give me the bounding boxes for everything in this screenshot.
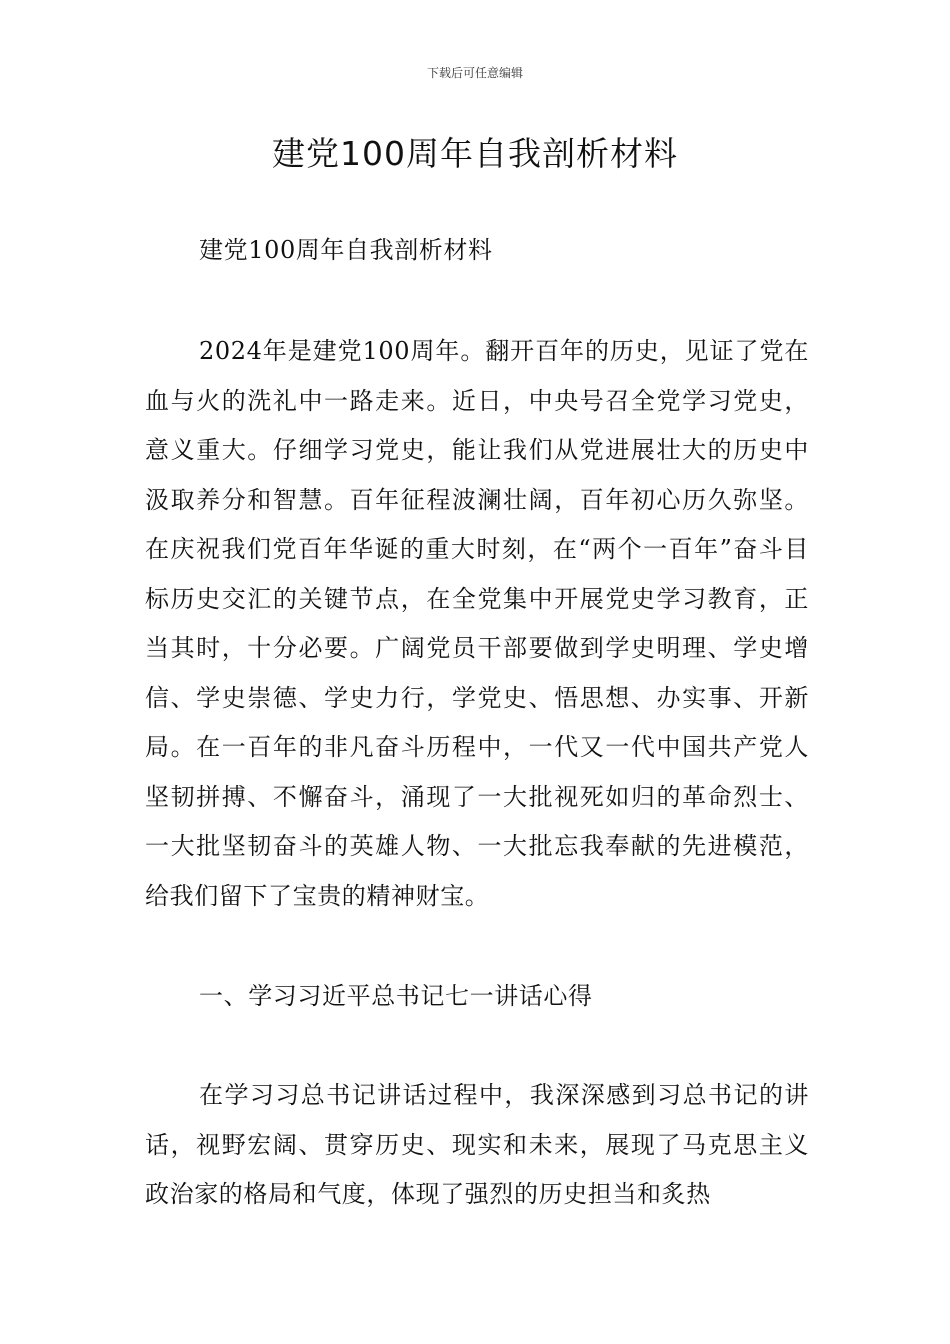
section-heading: 一、学习习近平总书记七一讲话心得 (199, 982, 593, 1010)
document-title: 建党100周年自我剖析材料 (272, 134, 678, 173)
section-paragraph: 在学习习总书记讲话过程中，我深深感到习总书记的讲话，视野宏阔、贯穿历史、现实和未来，展现了马克思主义政治家的格局和气度，体现了强烈的历史担当和炙热 (145, 1081, 809, 1208)
intro-paragraph: 2024年是建党100周年。翻开百年的历史，见证了党在血与火的洗礼中一路走来。近日，中央号召全党学习党史，意义重大。仔细学习党史，能让我们从党进展壮大的历史中汲取养分和智慧。百年征程波澜壮阔，百年初心历久弥坚。在庆祝我们党百年华诞的重大时刻，在“两个一百年”奋斗目标历史交汇的关键节点，在全党集中开展党史学习教育，正当其时，十分必要。广阔党员干部要做到学史明理、学史增信、学史崇德、学史力行，学党史、悟思想、办实事、开新局。在一百年的非凡奋斗历程中，一代又一代中国共产党人坚韧拼搏、不懈奋斗，涌现了一大批视死如归的革命烈士、一大批坚韧奋斗的英雄人物、一大批忘我奉献的先进模范，给我们留下了宝贵的精神财宝。 (145, 337, 809, 910)
subtitle-paragraph: 建党100周年自我剖析材料 (199, 236, 493, 264)
header-note: 下载后可任意编辑 (426, 66, 523, 80)
